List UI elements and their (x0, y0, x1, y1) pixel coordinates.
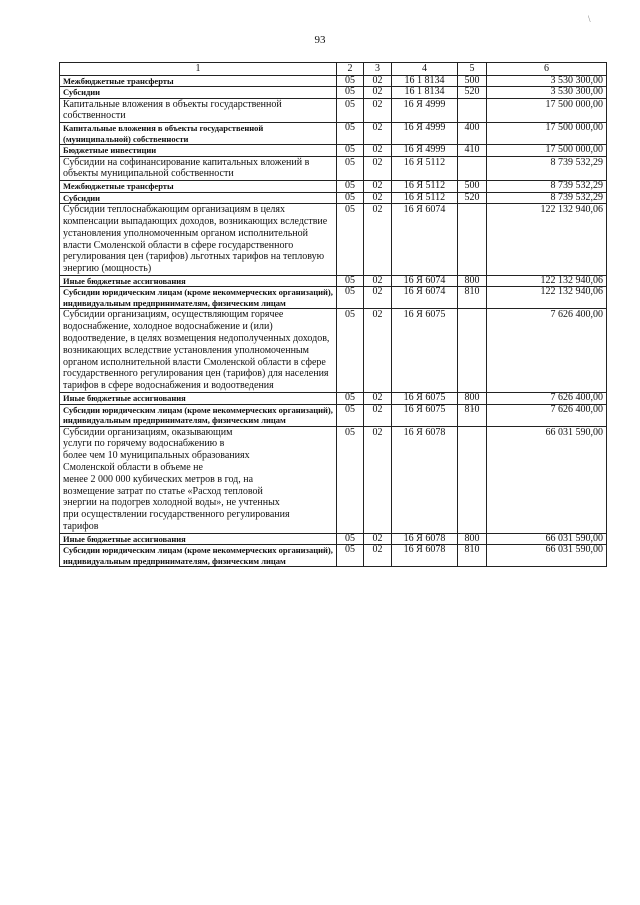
section-cell: 05 (337, 426, 364, 533)
budget-table (59, 62, 607, 567)
section-cell: 05 (337, 98, 364, 123)
table-row (60, 87, 607, 99)
section-cell: 05 (337, 404, 364, 426)
row-name-cell: Иные бюджетные ассигнования (60, 275, 337, 287)
section-cell: 05 (337, 545, 364, 567)
target-article-cell: 16 Я 5112 (392, 156, 458, 181)
target-article-cell: 16 Я 6074 (392, 287, 458, 309)
target-article-cell: 16 Я 4999 (392, 145, 458, 157)
amount-cell: 66 031 590,00 (487, 545, 607, 567)
subsection-cell: 02 (364, 192, 392, 204)
amount-cell: 122 132 940,06 (487, 287, 607, 309)
target-article-cell: 16 Я 5112 (392, 181, 458, 193)
amount-cell: 17 500 000,00 (487, 98, 607, 123)
expense-type-cell (458, 204, 487, 276)
section-cell: 05 (337, 145, 364, 157)
row-name-cell: Субсидии на софинансирование капитальных вложений в объекты муниципальной собственности (60, 156, 337, 181)
expense-type-cell: 810 (458, 287, 487, 309)
amount-cell: 3 530 300,00 (487, 87, 607, 99)
amount-cell: 17 500 000,00 (487, 123, 607, 145)
expense-type-cell (458, 309, 487, 393)
row-name-cell: Иные бюджетные ассигнования (60, 533, 337, 545)
expense-type-cell: 500 (458, 75, 487, 87)
table-row (60, 533, 607, 545)
section-cell: 05 (337, 156, 364, 181)
subsection-cell: 02 (364, 98, 392, 123)
row-name-cell: Субсидии организациям, осуществляющим горячее водоснабжение, холодное водоснабжение и (или) водоотведение, в целях возмещения недополученных доходов, возникающих вследствие установления уполномоченным органом исполнительной власти Смоленской области в сфере государственного регулирования цен (тарифов) для населения тарифов в сфере водоснабжения и водоотведения (60, 309, 337, 393)
table-row (60, 287, 607, 309)
table-row (60, 275, 607, 287)
amount-cell: 8 739 532,29 (487, 156, 607, 181)
row-name-cell: Субсидии теплоснабжающим организациям в целях компенсации выпадающих доходов, возникающих вследствие установления уполномоченным органом исполнительной власти Смоленской области в сфере государственного регулирования цен (тарифов) льготных тарифов на тепловую энергию (мощность) (60, 204, 337, 276)
target-article-cell: 16 Я 6075 (392, 404, 458, 426)
row-name-cell: Субсидии организациям, оказывающим услуги по горячему водоснабжению в более чем 10 муниципальных образованиях Смоленской области в объеме не менее 2 000 000 кубических метров в год, на возмещение затрат по статье «Расход тепловой энергии на подогрев холодной воды», не учтенных при осуществлении государственного регулирования тарифов (60, 426, 337, 533)
subsection-cell: 02 (364, 181, 392, 193)
amount-cell: 3 530 300,00 (487, 75, 607, 87)
subsection-cell: 02 (364, 204, 392, 276)
table-row (60, 192, 607, 204)
expense-type-cell: 520 (458, 87, 487, 99)
amount-cell: 66 031 590,00 (487, 426, 607, 533)
target-article-cell: 16 Я 6078 (392, 426, 458, 533)
expense-type-cell: 800 (458, 393, 487, 405)
table-body (60, 75, 607, 567)
target-article-cell: 16 1 8134 (392, 75, 458, 87)
subsection-cell: 02 (364, 145, 392, 157)
subsection-cell: 02 (364, 75, 392, 87)
row-name-cell: Иные бюджетные ассигнования (60, 393, 337, 405)
header-col-2: 2 (337, 63, 364, 76)
section-cell: 05 (337, 204, 364, 276)
subsection-cell: 02 (364, 404, 392, 426)
amount-cell: 8 739 532,29 (487, 181, 607, 193)
header-col-5: 5 (458, 63, 487, 76)
row-name-cell: Субсидии юридическим лицам (кроме некоммерческих организаций), индивидуальным предпринимателям, физическим лицам (60, 404, 337, 426)
header-col-3: 3 (364, 63, 392, 76)
amount-cell: 122 132 940,06 (487, 275, 607, 287)
table-header-row (60, 63, 607, 76)
target-article-cell: 16 Я 6074 (392, 275, 458, 287)
amount-cell: 7 626 400,00 (487, 393, 607, 405)
target-article-cell: 16 Я 6075 (392, 309, 458, 393)
table-row (60, 156, 607, 181)
expense-type-cell: 810 (458, 404, 487, 426)
header-col-6: 6 (487, 63, 607, 76)
subsection-cell: 02 (364, 123, 392, 145)
amount-cell: 7 626 400,00 (487, 309, 607, 393)
row-name-cell: Капитальные вложения в объекты государственной собственности (60, 98, 337, 123)
table-row (60, 204, 607, 276)
subsection-cell: 02 (364, 426, 392, 533)
target-article-cell: 16 Я 6074 (392, 204, 458, 276)
target-article-cell: 16 1 8134 (392, 87, 458, 99)
table-row (60, 545, 607, 567)
table-row (60, 181, 607, 193)
section-cell: 05 (337, 309, 364, 393)
amount-cell: 7 626 400,00 (487, 404, 607, 426)
expense-type-cell: 800 (458, 533, 487, 545)
amount-cell: 122 132 940,06 (487, 204, 607, 276)
section-cell: 05 (337, 192, 364, 204)
subsection-cell: 02 (364, 533, 392, 545)
table-row (60, 98, 607, 123)
expense-type-cell: 400 (458, 123, 487, 145)
expense-type-cell: 410 (458, 145, 487, 157)
table-row (60, 309, 607, 393)
subsection-cell: 02 (364, 275, 392, 287)
target-article-cell: 16 Я 6078 (392, 533, 458, 545)
header-col-4: 4 (392, 63, 458, 76)
expense-type-cell: 500 (458, 181, 487, 193)
expense-type-cell (458, 98, 487, 123)
row-name-cell: Капитальные вложения в объекты государственной (муниципальной) собственности (60, 123, 337, 145)
table-row (60, 393, 607, 405)
row-name-cell: Межбюджетные трансферты (60, 75, 337, 87)
table-row (60, 145, 607, 157)
section-cell: 05 (337, 275, 364, 287)
expense-type-cell (458, 156, 487, 181)
table-row (60, 123, 607, 145)
section-cell: 05 (337, 393, 364, 405)
corner-mark: \ (588, 14, 591, 24)
section-cell: 05 (337, 287, 364, 309)
expense-type-cell: 520 (458, 192, 487, 204)
row-name-cell: Субсидии юридическим лицам (кроме некоммерческих организаций), индивидуальным предпринимателям, физическим лицам (60, 545, 337, 567)
table-row (60, 75, 607, 87)
expense-type-cell (458, 426, 487, 533)
expense-type-cell: 810 (458, 545, 487, 567)
subsection-cell: 02 (364, 87, 392, 99)
amount-cell: 17 500 000,00 (487, 145, 607, 157)
header-col-1: 1 (60, 63, 337, 76)
subsection-cell: 02 (364, 156, 392, 181)
subsection-cell: 02 (364, 287, 392, 309)
row-name-cell: Межбюджетные трансферты (60, 181, 337, 193)
row-name-cell: Субсидии юридическим лицам (кроме некоммерческих организаций), индивидуальным предпринимателям, физическим лицам (60, 287, 337, 309)
row-name-cell: Бюджетные инвестиции (60, 145, 337, 157)
subsection-cell: 02 (364, 309, 392, 393)
page-number: 93 (314, 34, 326, 46)
target-article-cell: 16 Я 6078 (392, 545, 458, 567)
amount-cell: 8 739 532,29 (487, 192, 607, 204)
target-article-cell: 16 Я 4999 (392, 98, 458, 123)
expense-type-cell: 800 (458, 275, 487, 287)
table-row (60, 426, 607, 533)
target-article-cell: 16 Я 5112 (392, 192, 458, 204)
subsection-cell: 02 (364, 545, 392, 567)
amount-cell: 66 031 590,00 (487, 533, 607, 545)
table-row (60, 404, 607, 426)
row-name-cell: Субсидии (60, 192, 337, 204)
section-cell: 05 (337, 87, 364, 99)
section-cell: 05 (337, 533, 364, 545)
section-cell: 05 (337, 181, 364, 193)
row-name-cell: Субсидии (60, 87, 337, 99)
section-cell: 05 (337, 123, 364, 145)
section-cell: 05 (337, 75, 364, 87)
subsection-cell: 02 (364, 393, 392, 405)
target-article-cell: 16 Я 4999 (392, 123, 458, 145)
target-article-cell: 16 Я 6075 (392, 393, 458, 405)
